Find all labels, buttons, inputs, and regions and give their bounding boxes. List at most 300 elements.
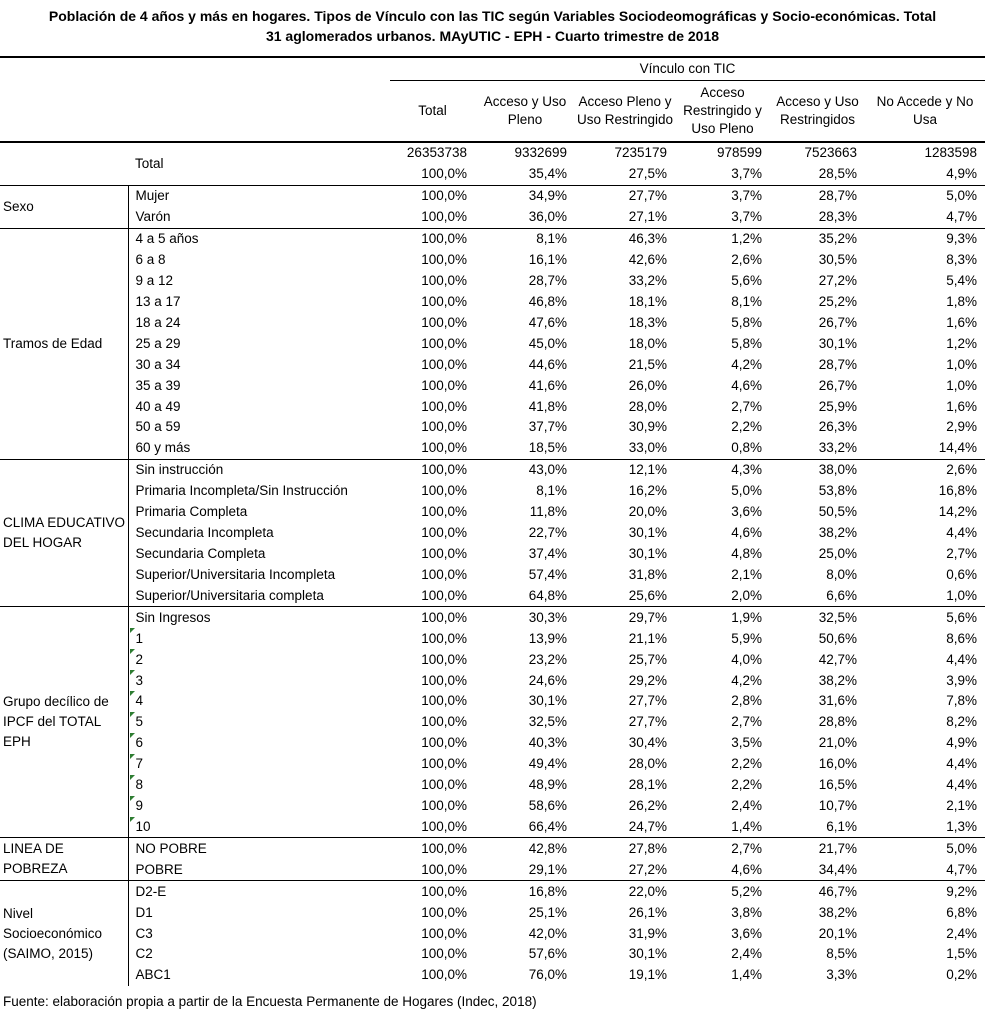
value-cell: 30,1% [818,335,857,351]
value-cell: 30,1% [628,545,667,561]
value-cell: 2,6% [731,252,762,268]
row-label [128,291,390,312]
value-cell: 47,6% [528,314,567,330]
value-cell: 34,9% [475,185,575,206]
header-group-row [0,56,985,80]
table-row [0,375,985,396]
value-cell: 5,0% [731,483,762,499]
value-cell: 8,6% [946,630,977,646]
value-cell: 24,6% [528,672,567,688]
value-cell: 64,8% [528,587,567,603]
value-cell: 1,9% [675,607,770,628]
value-cell: 100,0% [421,314,467,330]
table-row [0,564,985,585]
comment-marker-icon [130,817,135,822]
value-cell: 4,7% [946,861,977,877]
value-cell: 26,7% [818,314,857,330]
row-group-label: Nivel Socioeconómico (SAIMO, 2015) [0,881,128,986]
row-label [128,481,390,502]
total-count-cell: 7523663 [770,142,865,164]
value-cell: 0,2% [946,967,977,983]
value-cell: 27,7% [628,693,667,709]
table-row [0,754,985,775]
row-label [128,628,390,649]
title-line-2: 31 aglomerados urbanos. MAyUTIC - EPH - Cuarto trimestre de 2018 [265,28,720,44]
value-cell: 100,0% [390,881,475,902]
comment-marker-icon [130,649,135,654]
value-cell: 49,4% [528,756,567,772]
total-percent-cell: 4,9% [946,166,977,182]
table-row [0,670,985,691]
total-count-cell: 26353738 [390,142,475,164]
value-cell: 1,2% [675,228,770,249]
value-cell: 4,8% [731,545,762,561]
value-cell: 5,8% [731,335,762,351]
value-cell: 26,1% [628,904,667,920]
value-cell: 42,6% [628,252,667,268]
row-label-text: 10 [135,818,151,834]
value-cell: 2,7% [675,838,770,859]
value-cell: 26,7% [818,377,857,393]
value-cell: 30,5% [818,252,857,268]
value-cell: 4,9% [946,735,977,751]
value-cell: 4,6% [731,861,762,877]
value-cell: 57,6% [528,946,567,962]
row-label-text: C3 [135,925,153,941]
value-cell: 45,0% [528,335,567,351]
value-cell: 30,1% [628,525,667,541]
value-cell: 100,0% [421,818,467,834]
col-header-no-accede-no-usa: No Accede y No Usa [876,93,974,127]
value-cell: 2,4% [731,798,762,814]
value-cell: 3,7% [675,185,770,206]
value-cell: 25,0% [818,545,857,561]
value-cell: 3,5% [731,735,762,751]
value-cell: 100,0% [421,925,467,941]
value-cell: 46,7% [770,881,865,902]
total-percent-cell: 100,0% [421,166,467,182]
row-label [128,817,390,838]
value-cell: 11,8% [529,504,567,520]
value-cell: 18,0% [628,335,667,351]
table-row [0,228,985,249]
value-cell: 4,2% [731,672,762,688]
value-cell: 28,3% [818,209,857,225]
value-cell: 10,7% [818,798,857,814]
row-label [128,796,390,817]
value-cell: 24,7% [628,818,667,834]
row-label-text: 60 y más [135,440,191,456]
value-cell: 100,0% [421,861,467,877]
value-cell: 5,0% [865,185,985,206]
value-cell: 25,7% [628,651,667,667]
value-cell: 2,2% [731,777,762,793]
value-cell: 5,9% [731,630,762,646]
value-cell: 50,6% [818,630,857,646]
value-cell: 3,6% [731,504,762,520]
value-cell: 4,0% [731,651,762,667]
row-label [128,228,390,249]
row-label [128,417,390,438]
total-count-cell: 9332699 [475,142,575,164]
value-cell: 1,3% [946,818,977,834]
row-label [128,564,390,585]
comment-marker-icon [130,712,135,717]
value-cell: 8,3% [946,252,977,268]
table-row [0,881,985,902]
value-cell: 25,2% [818,293,857,309]
value-cell: 4,6% [731,525,762,541]
table-row [0,185,985,206]
row-label [128,438,390,459]
total-percent-cell: 35,4% [528,166,567,182]
row-label-text: Superior/Universitaria completa [135,587,324,603]
table-row [0,607,985,628]
row-group-label: Grupo decílico de IPCF del TOTAL EPH [0,607,128,838]
value-cell: 26,3% [818,419,857,435]
comment-marker-icon [130,670,135,675]
value-cell: 100,0% [421,209,467,225]
value-cell: 18,5% [528,440,567,456]
table-row [0,438,985,459]
row-label [128,312,390,333]
row-label [128,523,390,544]
value-cell: 4,4% [946,777,977,793]
row-group-label: CLIMA EDUCATIVO DEL HOGAR [0,459,128,606]
value-cell: 25,9% [818,398,857,414]
total-label: Total [128,142,390,185]
row-label [128,649,390,670]
col-header-acceso-restringido-uso-pleno: Acceso Restringido y Uso Pleno [683,84,762,136]
value-cell: 2,7% [731,398,762,414]
row-label-text: Sin instrucción [135,462,224,478]
table-row [0,417,985,438]
value-cell: 31,9% [628,925,667,941]
row-label [128,754,390,775]
row-label [128,333,390,354]
row-label-text: Sin Ingresos [135,609,211,625]
table-row [0,354,985,375]
value-cell: 76,0% [528,967,567,983]
row-label [128,965,390,986]
value-cell: 53,8% [818,483,857,499]
table-row [0,502,985,523]
value-cell: 38,2% [818,904,857,920]
total-percent-cell: 3,7% [731,166,762,182]
value-cell: 16,8% [475,881,575,902]
row-label [128,185,390,206]
value-cell: 3,7% [731,209,762,225]
value-cell: 33,2% [818,440,857,456]
value-cell: 2,0% [731,587,762,603]
value-cell: 1,4% [731,967,762,983]
value-cell: 100,0% [390,185,475,206]
value-cell: 28,7% [528,272,567,288]
row-label-text: 6 [135,735,144,751]
row-label [128,902,390,923]
row-label [128,881,390,902]
value-cell: 100,0% [421,798,467,814]
table-row [0,628,985,649]
row-label-text: 25 a 29 [135,335,181,351]
value-cell: 8,1% [475,228,575,249]
value-cell: 9,3% [865,228,985,249]
header-columns-row [0,80,985,142]
value-cell: 28,1% [628,777,667,793]
value-cell: 21,1% [628,630,667,646]
value-cell: 42,7% [818,651,857,667]
table-row [0,902,985,923]
value-cell: 16,5% [818,777,857,793]
value-cell: 57,4% [528,566,567,582]
value-cell: 100,0% [421,356,467,372]
value-cell: 38,2% [818,525,857,541]
row-label-text: 13 a 17 [135,293,181,309]
value-cell: 100,0% [421,272,467,288]
value-cell: 5,0% [865,838,985,859]
value-cell: 35,2% [770,228,865,249]
value-cell: 2,1% [731,566,762,582]
table-row [0,312,985,333]
comment-marker-icon [130,754,135,759]
value-cell: 100,0% [421,545,467,561]
row-label-text: D2-E [135,883,167,899]
row-label-text: Varón [135,209,171,225]
value-cell: 0,6% [946,566,977,582]
row-label [128,396,390,417]
row-label-text: 6 a 8 [135,252,166,268]
value-cell: 66,4% [528,818,567,834]
value-cell: 8,2% [946,714,977,730]
table-row [0,796,985,817]
value-cell: 1,6% [946,398,977,414]
value-cell: 100,0% [421,419,467,435]
value-cell: 31,6% [818,693,857,709]
value-cell: 1,8% [946,293,977,309]
value-cell: 2,8% [731,693,762,709]
value-cell: 2,4% [731,946,762,962]
value-cell: 100,0% [421,946,467,962]
row-label-text: C2 [135,946,153,962]
row-label [128,838,390,859]
value-cell: 100,0% [421,735,467,751]
value-cell: 4,7% [946,209,977,225]
row-label-text: 2 [135,651,144,667]
value-cell: 100,0% [421,756,467,772]
row-label [128,544,390,565]
value-cell: 27,2% [628,861,667,877]
total-count-cell: 1283598 [865,142,985,164]
value-cell: 100,0% [421,335,467,351]
value-cell: 22,7% [528,525,567,541]
value-cell: 100,0% [421,566,467,582]
value-cell: 43,0% [475,459,575,480]
value-cell: 29,2% [628,672,667,688]
value-cell: 23,2% [528,651,567,667]
value-cell: 4,6% [731,377,762,393]
table-row [0,838,985,859]
value-cell: 2,1% [946,798,977,814]
table-row [0,291,985,312]
value-cell: 2,4% [946,925,977,941]
value-cell: 48,9% [528,777,567,793]
row-label-text: Primaria Completa [135,504,248,520]
value-cell: 27,8% [575,838,675,859]
value-cell: 4,4% [946,651,977,667]
total-count-cell: 7235179 [575,142,675,164]
value-cell: 21,5% [628,356,667,372]
value-cell: 30,4% [628,735,667,751]
value-cell: 31,8% [628,566,667,582]
value-cell: 44,6% [528,356,567,372]
value-cell: 8,1% [536,483,567,499]
value-cell: 28,7% [818,356,857,372]
row-label-text: 4 [135,693,144,709]
value-cell: 2,7% [946,545,977,561]
value-cell: 100,0% [421,777,467,793]
row-label-text: D1 [135,904,153,920]
value-cell: 13,9% [528,630,567,646]
value-cell: 14,2% [938,504,977,520]
row-group-label: Sexo [0,185,128,228]
value-cell: 32,5% [770,607,865,628]
value-cell: 1,0% [946,377,977,393]
value-cell: 100,0% [390,838,475,859]
row-label-text: 8 [135,777,144,793]
value-cell: 26,2% [628,798,667,814]
total-counts-row [0,142,985,164]
value-cell: 4,4% [946,756,977,772]
value-cell: 46,8% [528,293,567,309]
value-cell: 36,0% [528,209,567,225]
row-label-text: 4 a 5 años [135,231,199,247]
col-header-total: Total [418,102,447,118]
value-cell: 100,0% [421,252,467,268]
value-cell: 29,1% [528,861,567,877]
value-cell: 1,4% [731,818,762,834]
table-row [0,712,985,733]
table-row [0,271,985,292]
value-cell: 100,0% [390,607,475,628]
row-label-text: Mujer [135,188,170,204]
value-cell: 5,8% [731,314,762,330]
value-cell: 32,5% [528,714,567,730]
row-label-text: POBRE [135,861,183,877]
value-cell: 37,4% [528,545,567,561]
value-cell: 27,7% [575,185,675,206]
value-cell: 6,1% [826,818,857,834]
value-cell: 100,0% [421,483,467,499]
value-cell: 100,0% [390,228,475,249]
value-cell: 50,5% [818,504,857,520]
row-label-text: Secundaria Completa [135,545,266,561]
value-cell: 28,8% [818,714,857,730]
value-cell: 100,0% [390,459,475,480]
table-row [0,544,985,565]
table-row [0,459,985,480]
value-cell: 8,5% [826,946,857,962]
value-cell: 4,2% [731,356,762,372]
comment-marker-icon [130,691,135,696]
value-cell: 27,7% [628,714,667,730]
value-cell: 16,8% [938,483,977,499]
value-cell: 100,0% [421,525,467,541]
value-cell: 38,0% [770,459,865,480]
comment-marker-icon [130,733,135,738]
value-cell: 7,8% [946,693,977,709]
value-cell: 1,2% [946,335,977,351]
value-cell: 6,6% [826,587,857,603]
value-cell: 100,0% [421,440,467,456]
value-cell: 8,1% [731,293,762,309]
row-label [128,691,390,712]
row-label [128,923,390,944]
value-cell: 100,0% [421,672,467,688]
value-cell: 21,7% [770,838,865,859]
value-cell: 25,1% [528,904,567,920]
value-cell: 100,0% [421,504,467,520]
header-group-label: Vínculo con TIC [639,60,736,76]
row-group-label: LINEA DE POBREZA [0,838,128,881]
row-label-text: Secundaria Incompleta [135,525,274,541]
row-label [128,271,390,292]
value-cell: 6,8% [946,904,977,920]
row-label-text: 35 a 39 [135,377,181,393]
table-row [0,396,985,417]
value-cell: 22,0% [575,881,675,902]
col-header-acceso-uso-restringidos: Acceso y Uso Restringidos [776,93,859,127]
row-label [128,375,390,396]
value-cell: 58,6% [528,798,567,814]
total-count-cell: 978599 [675,142,770,164]
row-group-label: Tramos de Edad [0,228,128,459]
value-cell: 16,0% [818,756,857,772]
data-table [0,56,985,986]
total-percent-cell: 28,5% [818,166,857,182]
row-label-text: 40 a 49 [135,398,181,414]
value-cell: 4,4% [946,525,977,541]
row-label-text: 30 a 34 [135,356,181,372]
row-label-text: 50 a 59 [135,419,181,435]
row-label [128,712,390,733]
value-cell: 1,0% [946,356,977,372]
value-cell: 5,4% [946,272,977,288]
row-label-text: 1 [135,630,144,646]
row-label-text: NO POBRE [135,840,207,856]
value-cell: 5,6% [865,607,985,628]
value-cell: 42,8% [475,838,575,859]
value-cell: 3,8% [731,904,762,920]
value-cell: 26,0% [628,377,667,393]
table-row [0,923,985,944]
value-cell: 20,1% [818,925,857,941]
value-cell: 41,6% [528,377,567,393]
value-cell: 25,6% [628,587,667,603]
value-cell: 42,0% [528,925,567,941]
table-row [0,481,985,502]
row-label [128,250,390,271]
comment-marker-icon [130,775,135,780]
value-cell: 18,1% [628,293,667,309]
value-cell: 46,3% [575,228,675,249]
row-label [128,775,390,796]
value-cell: 100,0% [421,377,467,393]
value-cell: 9,2% [865,881,985,902]
table-row [0,817,985,838]
value-cell: 28,0% [628,398,667,414]
source-footnote: Fuente: elaboración propia a partir de la Encuesta Permanente de Hogares (Indec, 2018) [3,994,537,1009]
value-cell: 33,0% [628,440,667,456]
